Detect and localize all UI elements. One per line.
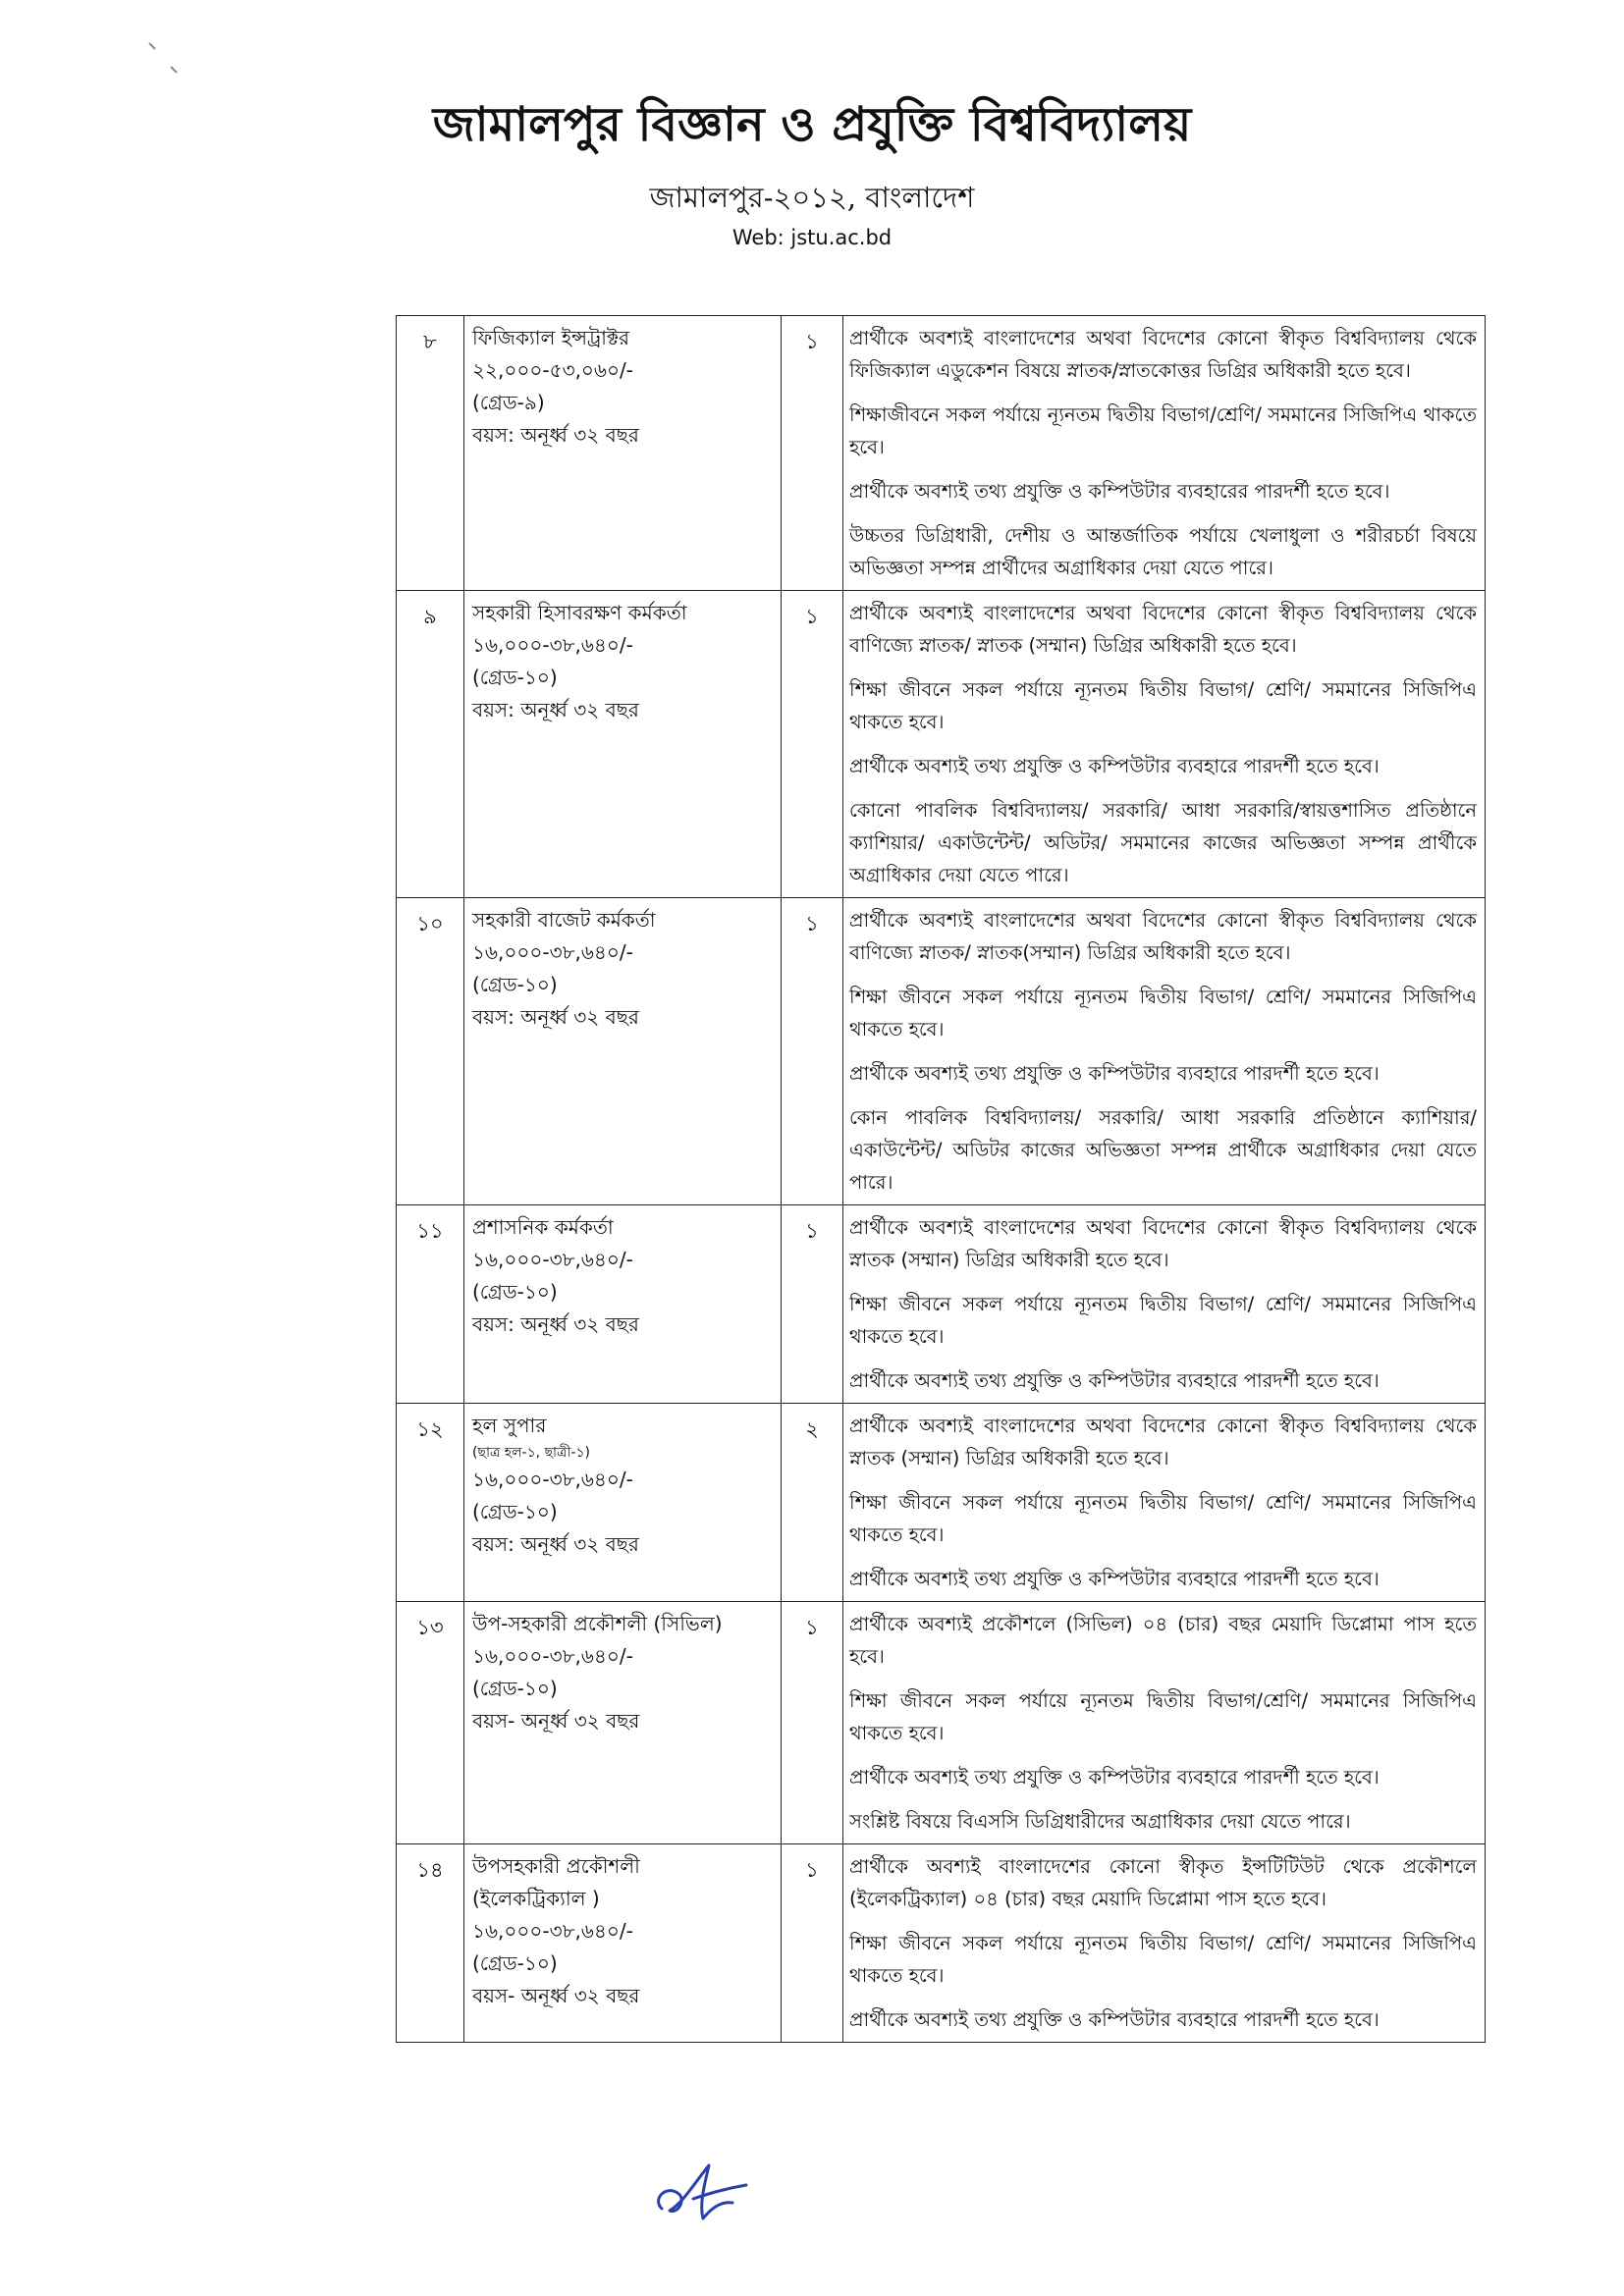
requirement-item: প্রার্থীকে অবশ্যই তথ্য প্রযুক্তি ও কম্পিউটার ব্যবহারে পারদর্শী হতে হবে।	[849, 1568, 1380, 1590]
post-title: উপসহকারী প্রকৌশলী	[472, 1854, 640, 1878]
post-info-line: (গ্রেড-১০)	[472, 1951, 558, 1975]
requirement-item: প্রার্থীকে অবশ্যই বাংলাদেশের অথবা বিদেশের কোনো স্বীকৃত বিশ্ববিদ্যালয় থেকে স্নাতক (সম্মান) ডিগ্রির অধিকারী হতে হবে।	[849, 1415, 1477, 1469]
table-row	[397, 1205, 1486, 1404]
post-title: হল সুপার	[472, 1414, 547, 1437]
requirement-item: শিক্ষাজীবনে সকল পর্যায়ে ন্যূনতম দ্বিতীয় বিভাগ/শ্রেণি/ সমমানের সিজিপিএ থাকতে হবে।	[849, 403, 1477, 458]
requirement-item: প্রার্থীকে অবশ্যই বাংলাদেশের অথবা বিদেশের কোনো স্বীকৃত বিশ্ববিদ্যালয় থেকে বাণিজ্যে স্নাতক/ স্নাতক (সম্মান) ডিগ্রির অধিকারী হতে হবে।	[849, 602, 1477, 657]
requirements	[843, 1404, 1486, 1602]
requirement-item: শিক্ষা জীবনে সকল পর্যায়ে ন্যূনতম দ্বিতীয় বিভাগ/ শ্রেণি/ সমমানের সিজিপিএ থাকতে হবে।	[849, 678, 1477, 733]
serial-number: ১৪	[397, 1844, 464, 2043]
serial-number: ১১	[397, 1205, 464, 1404]
post-info-line: ১৬,০০০-৩৮,৬৪০/-	[472, 1644, 633, 1668]
requirement-item: কোনো পাবলিক বিশ্ববিদ্যালয়/ সরকারি/ আধা সরকারি/স্বায়ত্তশাসিত প্রতিষ্ঠানে ক্যাশিয়ার/ একাউন্টেন্ট/ অডিটর/ সমমানের কাজের অভিজ্ঞতা সম্পন্ন প্রার্থীকে অগ্রাধিকার দেয়া যেতে পারে।	[849, 799, 1477, 886]
table-row	[397, 898, 1486, 1205]
requirement-item: শিক্ষা জীবনে সকল পর্যায়ে ন্যূনতম দ্বিতীয় বিভাগ/শ্রেণি/ সমমানের সিজিপিএ থাকতে হবে।	[849, 1689, 1477, 1744]
vacancy-count: ১	[782, 1844, 843, 2043]
requirement-item: প্রার্থীকে অবশ্যই প্রকৌশলে (সিভিল) ০৪ (চার) বছর মেয়াদি ডিপ্লোমা পাস হতে হবে।	[849, 1613, 1477, 1668]
post-info-line: (গ্রেড-১০)	[472, 666, 558, 689]
serial-number: ১৩	[397, 1602, 464, 1844]
post-info-line: বয়স: অনূর্ধ্ব ৩২ বছর	[472, 1005, 639, 1029]
requirements	[843, 1205, 1486, 1404]
table-row	[397, 591, 1486, 898]
job-requirements-table	[396, 315, 1486, 2043]
requirement-item: প্রার্থীকে অবশ্যই তথ্য প্রযুক্তি ও কম্পিউটার ব্যবহারের পারদর্শী হতে হবে।	[849, 480, 1390, 503]
serial-number: ১২	[397, 1404, 464, 1602]
post-info-line: (গ্রেড-১০)	[472, 973, 558, 996]
post-info-line: ২২,০০০-৫৩,০৬০/-	[472, 358, 633, 382]
vacancy-count: ১	[782, 316, 843, 591]
university-address: জামালপুর-২০১২, বাংলাদেশ	[649, 181, 975, 214]
post-title: সহকারী হিসাবরক্ষণ কর্মকর্তা	[472, 601, 687, 624]
post-info-line: ১৬,০০০-৩৮,৬৪০/-	[472, 633, 633, 657]
post-info-line: বয়স: অনূর্ধ্ব ৩২ বছর	[472, 698, 639, 721]
post-title: সহকারী বাজেট কর্মকর্তা	[472, 908, 656, 932]
post-info-line: ১৬,০০০-৩৮,৬৪০/-	[472, 1468, 633, 1491]
requirement-item: শিক্ষা জীবনে সকল পর্যায়ে ন্যূনতম দ্বিতীয় বিভাগ/ শ্রেণি/ সমমানের সিজিপিএ থাকতে হবে।	[849, 1491, 1477, 1546]
requirements	[843, 591, 1486, 898]
requirement-item: প্রার্থীকে অবশ্যই বাংলাদেশের অথবা বিদেশের কোনো স্বীকৃত বিশ্ববিদ্যালয় থেকে স্নাতক (সম্মান) ডিগ্রির অধিকারী হতে হবে।	[849, 1216, 1477, 1271]
post-title: ফিজিক্যাল ইন্সট্রাক্টর	[472, 326, 630, 349]
post-info-line: (গ্রেড-৯)	[472, 391, 545, 414]
post-details	[464, 1602, 782, 1844]
requirement-item: উচ্চতর ডিগ্রিধারী, দেশীয় ও আন্তর্জাতিক পর্যায়ে খেলাধুলা ও শরীরচর্চা বিষয়ে অভিজ্ঞতা সম্পন্ন প্রার্থীদের অগ্রাধিকার দেয়া যেতে পারে।	[849, 524, 1477, 579]
post-info-line: বয়স: অনূর্ধ্ব ৩২ বছর	[472, 1532, 639, 1556]
requirement-item: শিক্ষা জীবনে সকল পর্যায়ে ন্যূনতম দ্বিতীয় বিভাগ/ শ্রেণি/ সমমানের সিজিপিএ থাকতে হবে।	[849, 1293, 1477, 1348]
post-details	[464, 1404, 782, 1602]
vacancy-count: ২	[782, 1404, 843, 1602]
requirements	[843, 1602, 1486, 1844]
post-details	[464, 591, 782, 898]
requirement-item: কোন পাবলিক বিশ্ববিদ্যালয়/ সরকারি/ আধা সরকারি প্রতিষ্ঠানে ক্যাশিয়ার/ একাউন্টেন্ট/ অডিটর কাজের অভিজ্ঞতা সম্পন্ন প্রার্থীকে অগ্রাধিকার দেয়া যেতে পারে।	[849, 1106, 1477, 1194]
vacancy-count: ১	[782, 898, 843, 1205]
post-info-line: (গ্রেড-১০)	[472, 1280, 558, 1304]
requirements	[843, 898, 1486, 1205]
requirement-item: প্রার্থীকে অবশ্যই বাংলাদেশের কোনো স্বীকৃত ইন্সটিটিউট থেকে প্রকৌশলে (ইলেকট্রিক্যাল) ০৪ (চার) বছর মেয়াদি ডিপ্লোমা পাস হতে হবে।	[849, 1855, 1477, 1910]
post-info-line: ১৬,০০০-৩৮,৬৪০/-	[472, 940, 633, 964]
serial-number: ৮	[397, 316, 464, 591]
requirement-item: প্রার্থীকে অবশ্যই তথ্য প্রযুক্তি ও কম্পিউটার ব্যবহারে পারদর্শী হতে হবে।	[849, 755, 1380, 777]
post-info-line: বয়স- অনূর্ধ্ব ৩২ বছর	[472, 1709, 640, 1733]
serial-number: ১০	[397, 898, 464, 1205]
post-info-line: (ছাত্র হল-১, ছাত্রী-১)	[472, 1445, 590, 1461]
vacancy-count: ১	[782, 1602, 843, 1844]
post-details	[464, 1844, 782, 2043]
post-info-line: ১৬,০০০-৩৮,৬৪০/-	[472, 1919, 633, 1943]
scan-mark	[147, 39, 187, 98]
post-info-line: বয়স- অনূর্ধ্ব ৩২ বছর	[472, 1984, 640, 2007]
table-row	[397, 1404, 1486, 1602]
table-body	[397, 316, 1486, 2043]
table-row	[397, 1602, 1486, 1844]
document-header	[0, 93, 1624, 252]
requirement-item: প্রার্থীকে অবশ্যই তথ্য প্রযুক্তি ও কম্পিউটার ব্যবহারে পারদর্শী হতে হবে।	[849, 1766, 1380, 1789]
signature-mark	[648, 2160, 756, 2228]
requirement-item: প্রার্থীকে অবশ্যই বাংলাদেশের অথবা বিদেশের কোনো স্বীকৃত বিশ্ববিদ্যালয় থেকে ফিজিক্যাল এডুকেশন বিষয়ে স্নাতক/স্নাতকোত্তর ডিগ্রির অধিকারী হতে হবে।	[849, 327, 1477, 382]
vacancy-count: ১	[782, 1205, 843, 1404]
post-details	[464, 1205, 782, 1404]
requirement-item: শিক্ষা জীবনে সকল পর্যায়ে ন্যূনতম দ্বিতীয় বিভাগ/ শ্রেণি/ সমমানের সিজিপিএ থাকতে হবে।	[849, 1932, 1477, 1987]
post-info-line: বয়স: অনূর্ধ্ব ৩২ বছর	[472, 423, 639, 447]
requirement-item: প্রার্থীকে অবশ্যই বাংলাদেশের অথবা বিদেশের কোনো স্বীকৃত বিশ্ববিদ্যালয় থেকে বাণিজ্যে স্নাতক/ স্নাতক(সম্মান) ডিগ্রির অধিকারী হতে হবে।	[849, 909, 1477, 964]
vacancy-count: ১	[782, 591, 843, 898]
requirement-item: সংশ্লিষ্ট বিষয়ে বিএসসি ডিগ্রিধারীদের অগ্রাধিকার দেয়া যেতে পারে।	[849, 1810, 1351, 1833]
post-title: উপ-সহকারী প্রকৌশলী (সিভিল)	[472, 1612, 723, 1635]
requirement-item: শিক্ষা জীবনে সকল পর্যায়ে ন্যূনতম দ্বিতীয় বিভাগ/ শ্রেণি/ সমমানের সিজিপিএ থাকতে হবে।	[849, 986, 1477, 1041]
serial-number: ৯	[397, 591, 464, 898]
website-link[interactable]: Web: jstu.ac.bd	[731, 226, 893, 249]
post-details	[464, 898, 782, 1205]
requirements	[843, 316, 1486, 591]
post-details	[464, 316, 782, 591]
requirement-item: প্রার্থীকে অবশ্যই তথ্য প্রযুক্তি ও কম্পিউটার ব্যবহারে পারদর্শী হতে হবে।	[849, 2008, 1380, 2031]
post-info-line: (গ্রেড-১০)	[472, 1677, 558, 1700]
post-info-line: (গ্রেড-১০)	[472, 1500, 558, 1523]
post-info-line: ১৬,০০০-৩৮,৬৪০/-	[472, 1248, 633, 1271]
university-name: জামালপুর বিজ্ঞান ও প্রযুক্তি বিশ্ববিদ্যালয়	[432, 97, 1192, 152]
requirement-item: প্রার্থীকে অবশ্যই তথ্য প্রযুক্তি ও কম্পিউটার ব্যবহারে পারদর্শী হতে হবে।	[849, 1369, 1380, 1392]
post-title: প্রশাসনিক কর্মকর্তা	[472, 1215, 614, 1239]
post-info-line: (ইলেকট্রিক্যাল )	[472, 1887, 600, 1910]
table-row	[397, 1844, 1486, 2043]
requirement-item: প্রার্থীকে অবশ্যই তথ্য প্রযুক্তি ও কম্পিউটার ব্যবহারে পারদর্শী হতে হবে।	[849, 1062, 1380, 1085]
requirements	[843, 1844, 1486, 2043]
table-row	[397, 316, 1486, 591]
post-info-line: বয়স: অনূর্ধ্ব ৩২ বছর	[472, 1312, 639, 1336]
